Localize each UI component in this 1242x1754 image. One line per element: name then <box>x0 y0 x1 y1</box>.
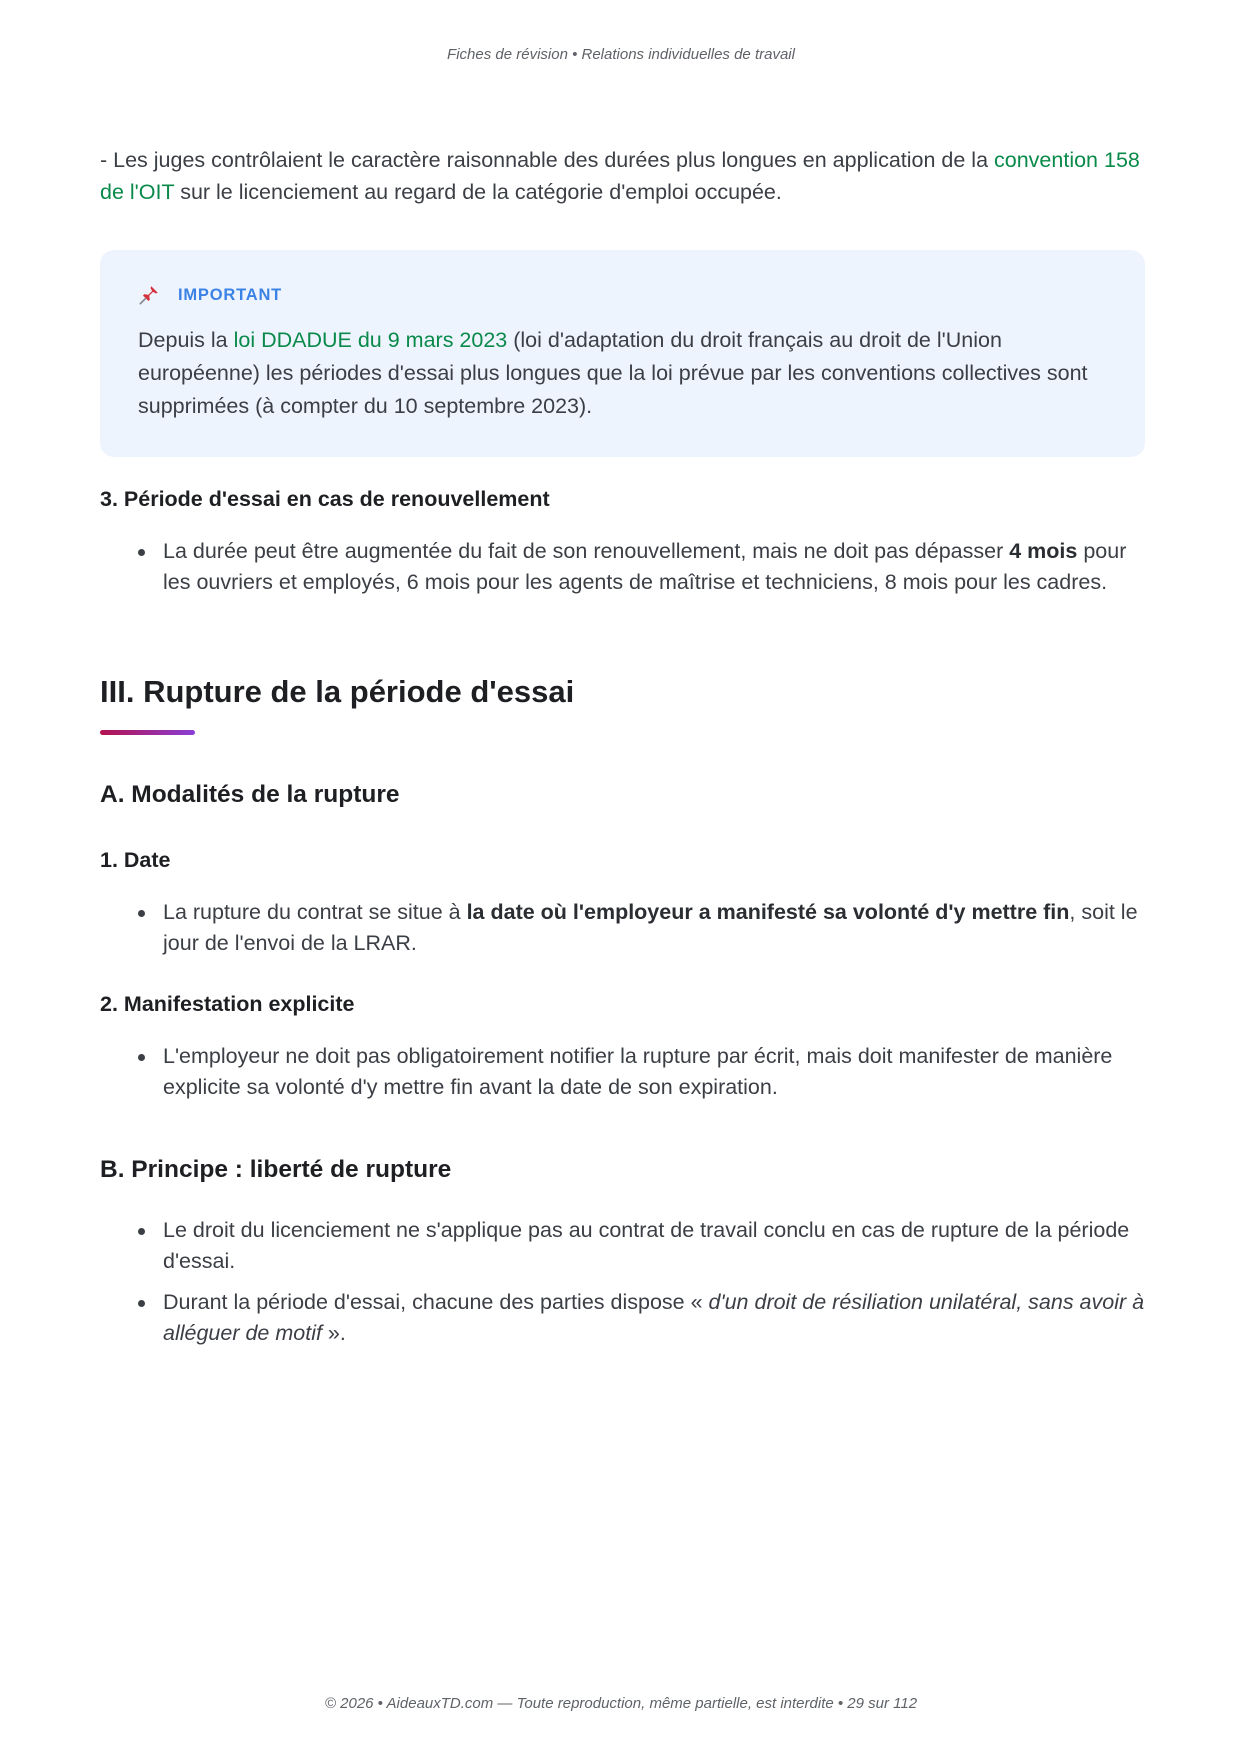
section-underline <box>100 730 195 735</box>
bullet-italic: d'un droit de résiliation unilatéral, sans avoir à alléguer de motif <box>163 1290 1145 1345</box>
bullet-text-end: pour les ouvriers et employés, 6 mois pour les agents de maîtrise et techniciens, 8 mois pour les cadres. <box>163 539 1127 594</box>
manifestation-heading: 2. Manifestation explicite <box>100 992 355 1016</box>
renewal-list <box>100 536 1145 598</box>
bullet-bold: la date où l'employeur a manifesté sa volonté d'y mettre fin <box>466 900 1070 924</box>
bullet-text: La durée peut être augmentée du fait de son renouvellement, mais ne doit pas dépasser <box>163 539 1010 563</box>
intro-paragraph <box>100 144 1145 208</box>
list-item: Le droit du licenciement ne s'applique pas au contrat de travail conclu en cas de rupture de la période d'essai. <box>100 1215 1145 1277</box>
list-item <box>100 1287 1145 1349</box>
intro-text: - Les juges contrôlaient le caractère raisonnable des durées plus longues en application de la <box>100 148 995 172</box>
list-item <box>100 536 1145 598</box>
list-item: L'employeur ne doit pas obligatoirement notifier la rupture par écrit, mais doit manifester de manière explicite sa volonté d'y mettre fin avant la date de son expiration. <box>100 1041 1145 1103</box>
bullet-text: La rupture du contrat se situe à <box>163 900 467 924</box>
convention-oit-link[interactable]: convention 158 de l'OIT <box>100 148 1140 204</box>
callout-label: IMPORTANT <box>178 285 283 304</box>
callout-text-end: (loi d'adaptation du droit français au droit de l'Union européenne) les périodes d'essai plus longues que la loi prévue par les conventions collectives sont supprimées (à compter du 10 septembre 2023). <box>138 328 1088 418</box>
page-header: Fiches de révision • Relations individuelles de travail <box>447 46 795 63</box>
list-item <box>100 897 1145 959</box>
page-footer: © 2026 • AideauxTD.com — Toute reproduction, même partielle, est interdite • 29 sur 112 <box>324 1695 918 1712</box>
modalites-heading: A. Modalités de la rupture <box>100 781 400 808</box>
date-list <box>100 897 1145 959</box>
loi-ddadue-link[interactable]: loi DDADUE du 9 mars 2023 <box>233 328 508 352</box>
principe-heading: B. Principe : liberté de rupture <box>100 1156 452 1183</box>
principe-list <box>100 1215 1145 1349</box>
date-heading: 1. Date <box>100 848 171 872</box>
important-callout <box>100 250 1145 457</box>
callout-header <box>138 284 282 306</box>
bullet-text-end: ». <box>321 1321 346 1345</box>
section-title: III. Rupture de la période d'essai <box>100 674 575 709</box>
intro-text-end: sur le licenciement au regard de la catégorie d'emploi occupée. <box>174 180 782 204</box>
bullet-text: Durant la période d'essai, chacune des parties dispose « <box>163 1290 709 1314</box>
callout-text-start: Depuis la <box>138 328 234 352</box>
bullet-text-end: , soit le jour de l'envoi de la LRAR. <box>163 900 1138 955</box>
pushpin-icon <box>138 284 160 306</box>
renewal-heading: 3. Période d'essai en cas de renouvellement <box>100 487 550 511</box>
bullet-bold: 4 mois <box>1009 539 1078 563</box>
callout-text <box>138 324 1098 423</box>
manifestation-list <box>100 1041 1145 1103</box>
